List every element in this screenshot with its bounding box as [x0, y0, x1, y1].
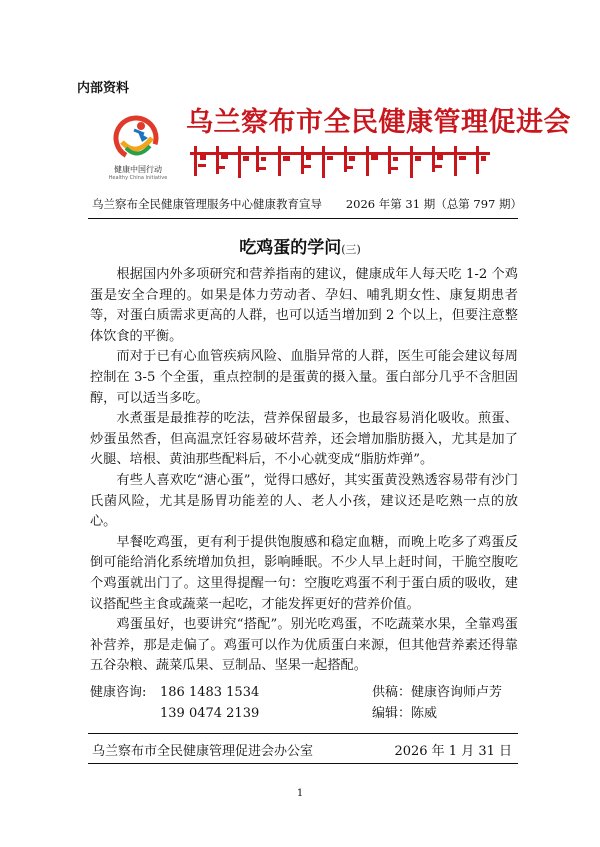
article-title [0, 233, 600, 258]
footer-office: 乌兰察布市全民健康管理促进会办公室 [92, 744, 314, 759]
logo-caption: 健康中国行动 Healthy China Initiative [108, 165, 168, 181]
paragraph: 早餐吃鸡蛋，更有利于提供饱腹感和稳定血糖，而晚上吃多了鸡蛋反倒可能给消化系统增加负担，影响睡眠。不少人早上赶时间，干脆空腹吃个鸡蛋就出门了。这里得提醒一句：空腹吃鸡蛋不利于蛋白质的吸收，建议搭配些主食或蔬菜一起吃，才能发挥更好的营养价值。 [90, 534, 518, 612]
paragraph: 水煮蛋是最推荐的吃法，营养保留最多，也最容易消化吸收。煎蛋、炒蛋虽然香，但高温烹饪容易破坏营养，还会增加脂肪摄入，尤其是加了火腿、培根、黄油那些配料后，不小心就变成“脂肪炸弹”。 [90, 411, 518, 468]
paragraph: 而对于已有心血管疾病风险、血脂异常的人群，医生可能会建议每周控制在 3-5 个全蛋，重点控制的是蛋黄的摄入量。蛋白部分几乎不含胆固醇，可以适当多吃。 [90, 349, 518, 406]
author-credit: 供稿：健康咨询师卢芳 [372, 685, 503, 700]
footer-divider-top [88, 733, 518, 734]
contact-phone-1: 186 1483 1534 [160, 685, 260, 700]
mongolian-script-title [186, 142, 496, 182]
article-body [90, 265, 518, 677]
contact-label: 健康咨询: [90, 685, 147, 700]
footer-date: 2026 年 1 月 31 日 [394, 744, 512, 759]
issue-line [92, 196, 522, 212]
paragraph: 根据国内外多项研究和营养指南的建议，健康成年人每天吃 1-2 个鸡蛋是安全合理的。如果是体力劳动者、孕妇、哺乳期女性、康复期患者等，对蛋白质需求更高的人群，也可以适当增加到 2 个以上，但要注意整体饮食的平衡。 [90, 267, 518, 344]
organization-title: 乌兰察布市全民健康管理促进会 [186, 107, 571, 138]
footer-line [92, 740, 512, 759]
contact-block [90, 682, 520, 724]
internal-label: 内部资料 [77, 81, 130, 96]
editor-credit: 编辑：陈威 [372, 706, 438, 721]
issue-number: 2026 年第 31 期（总第 797 期） [345, 197, 522, 211]
article-title-text: 吃鸡蛋的学问 [239, 238, 342, 258]
paragraph: 鸡蛋虽好，也要讲究“搭配”。别光吃鸡蛋，不吃蔬菜水果，全靠鸡蛋补营养，那是走偏了。鸡蛋可以作为优质蛋白来源，但其他营养素还得靠五谷杂粮、蔬菜瓜果、豆制品、坚果一起搭配。 [90, 617, 518, 674]
article-title-suffix: (三) [341, 243, 361, 256]
footer-divider-bottom [88, 763, 518, 764]
header-divider [88, 218, 518, 219]
paragraph: 有些人喜欢吃“溏心蛋”，觉得口感好，其实蛋黄没熟透容易带有沙门氏菌风险，尤其是肠胃功能差的人、老人小孩，建议还是吃熟一点的放心。 [90, 472, 518, 530]
contact-phone-2: 139 0474 2139 [160, 706, 260, 721]
page-number: 1 [296, 788, 304, 799]
issue-source: 乌兰察布全民健康管理服务中心健康教育宣导 [92, 197, 322, 211]
